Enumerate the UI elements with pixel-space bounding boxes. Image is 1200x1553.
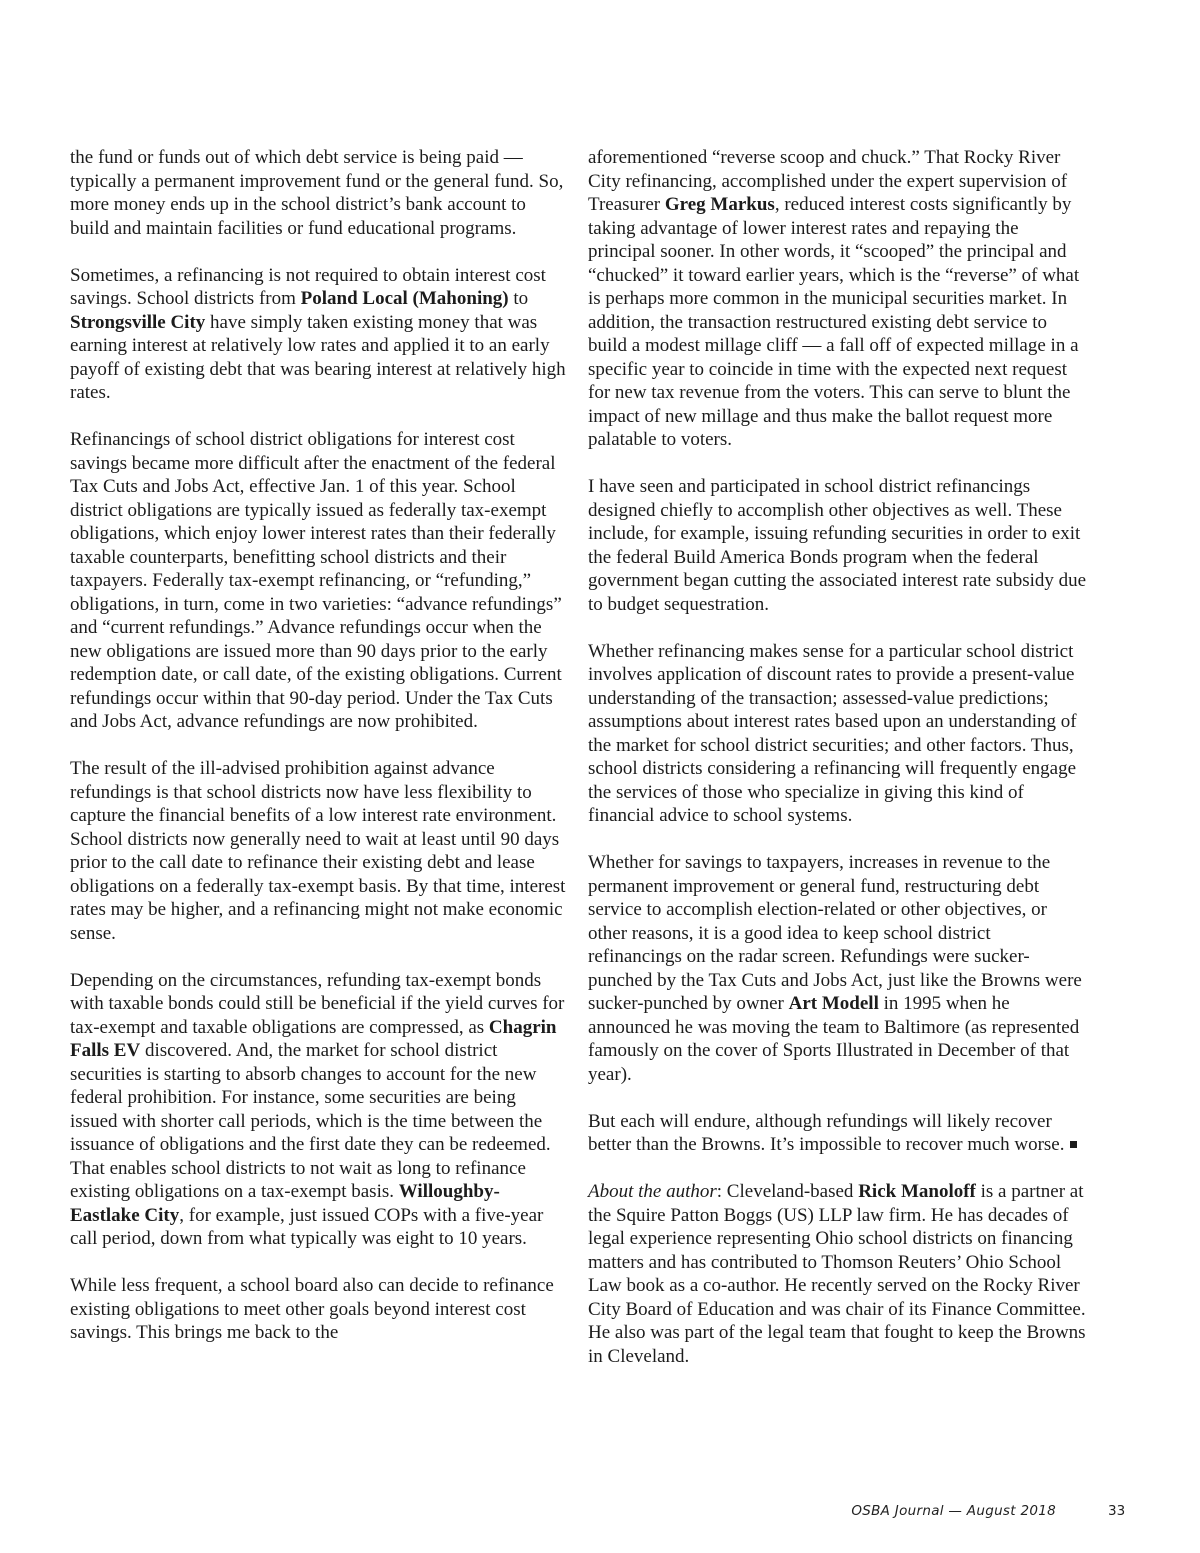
paragraph: Whether refinancing makes sense for a particular school district involves application of discount rates to provide a present-value understanding of the transaction; assessed-value predictions; assumptions about interest rates based upon an understanding of the market for school district securities; and other factors. Thus, school districts considering a refinancing will frequently engage the services of those who specialize in giving this kind of financial advice to school systems. [588,640,1077,826]
paragraph: I have seen and participated in school district refinancings designed chiefly to accomplish other objectives as well. These include, for example, issuing refunding securities in order to exit the federal Build America Bonds program when the federal government began cutting the associated interest rate subsidy due to budget sequestration. [588,476,1087,615]
paragraph: While less frequent, a school board also can decide to refinance existing obligations to meet other goals beyond interest cost savings. This brings me back to the [70,1275,554,1343]
author-bio: About the author: Cleveland-based Rick Manoloff is a partner at the Squire Patton Boggs (US) LLP law firm. He has decades of legal experience representing Ohio school districts on financing matters and has contributed to Thomson Reuters’ Ohio School Law book as a co-author. He recently served on the Rocky River City Board of Education and was chair of its Finance Committee. He also was part of the legal team that fought to keep the Browns in Cleveland. [588,1181,1086,1367]
paragraph: The result of the ill-advised prohibition against advance refundings is that school districts now have less flexibility to capture the financial benefits of a low interest rate environment. School districts now generally need to wait at least until 90 days prior to the call date to refinance their existing debt and lease obligations on a federally tax-exempt basis. By that time, interest rates may be higher, and a refinancing might not make economic sense. [70,758,566,944]
paragraph: But each will endure, although refundings will likely recover better than the Browns. It’s impossible to recover much worse. [588,1110,1088,1157]
journal-title: OSBA Journal — August 2018 [851,1503,1056,1519]
paragraph: Depending on the circumstances, refunding tax-exempt bonds with taxable bonds could still be beneficial if the yield curves for tax-exempt and taxable obligations are compressed, as Chagrin Falls EV discovered. And, the market for school district securities is starting to absorb changes to account for the new federal prohibition. For instance, some securities are being issued with shorter call periods, which is the time between the issuance of obligations and the first date they can be redeemed. That enables school districts to not wait as long to refinance existing obligations on a tax-exempt basis. Willoughby-Eastlake City, for example, just issued COPs with a five-year call period, down from what typically was eight to 10 years. [70,969,565,1249]
paragraph: the fund or funds out of which debt service is being paid — typically a permanent improvement fund or the general fund. So, more money ends up in the school district’s bank account to build and maintain facilities or fund educational programs. [70,147,564,239]
right-column [588,146,1088,1392]
paragraph: aforementioned “reverse scoop and chuck.” That Rocky River City refinancing, accomplished under the expert supervision of Treasurer Greg Markus, reduced interest costs significantly by taking advantage of lower interest rates and repaying the principal sooner. In other words, it “scooped” the principal and “chucked” it toward earlier years, which is the “reverse” of what is perhaps more common in the municipal securities market. In addition, the transaction restructured existing debt service to build a modest millage cliff — a fall off of expected millage in a specific year to coincide in time with the expected next request for new tax revenue from the voters. This can serve to blunt the impact of new millage and thus make the ballot request more palatable to voters. [588,147,1080,450]
page-footer [0,1503,1200,1523]
paragraph: Sometimes, a refinancing is not required to obtain interest cost savings. School districts from Poland Local (Mahoning) to Strongsville City have simply taken existing money that was earning interest at relatively low rates and applied it to an early payoff of existing debt that was bearing interest at relatively high rates. [70,264,566,403]
paragraph: Refinancings of school district obligations for interest cost savings became more difficult after the enactment of the federal Tax Cuts and Jobs Act, effective Jan. 1 of this year. School district obligations are typically issued as federally tax-exempt obligations, which enjoy lower interest rates than their federally taxable counterparts, benefitting school districts and their taxpayers. Federally tax-exempt refinancing, or “refunding,” obligations, in turn, come in two varieties: “advance refundings” and “current refundings.” Advance refundings occur when the new obligations are issued more than 90 days prior to the early redemption date, or call date, of the existing obligations. Current refundings occur within that 90-day period. Under the Tax Cuts and Jobs Act, advance refundings are now prohibited. [70,429,562,732]
end-of-article-mark [1070,1141,1077,1148]
paragraph: Whether for savings to taxpayers, increases in revenue to the permanent improvement or general fund, restructuring debt service to accomplish election-related or other objectives, or other reasons, it is a good idea to keep school district refinancings on the radar screen. Refundings were sucker-punched by the Tax Cuts and Jobs Act, just like the Browns were sucker-punched by owner Art Modell in 1995 when he announced he was moving the team to Baltimore (as represented famously on the cover of Sports Illustrated in December of that year). [588,852,1082,1085]
left-column [70,146,566,1368]
page-number: 33 [1108,1503,1126,1519]
